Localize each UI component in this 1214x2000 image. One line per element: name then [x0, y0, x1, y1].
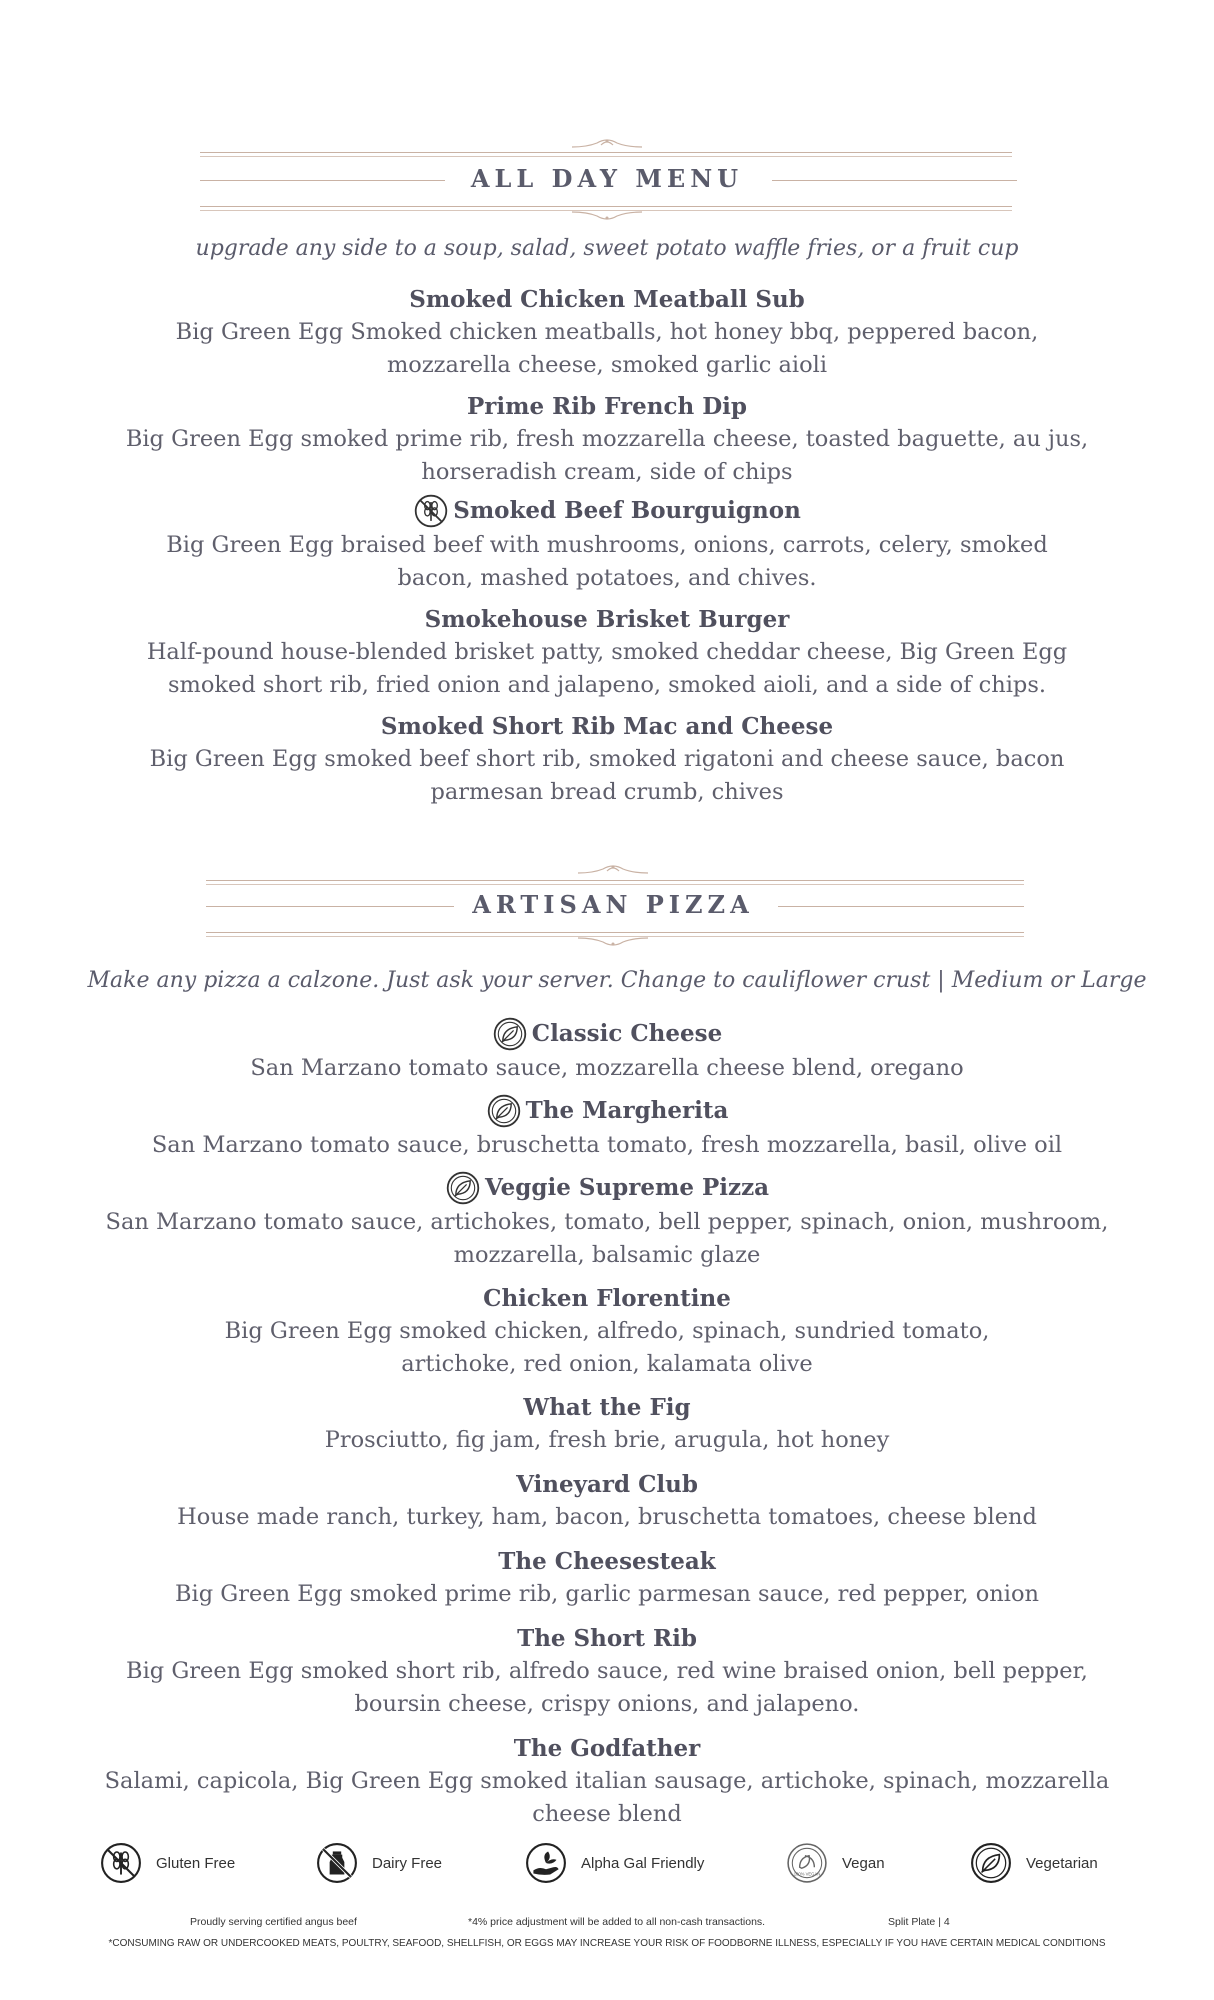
menu-item: [100, 493, 1114, 595]
legend-vegan: [786, 1842, 885, 1884]
item-name: Smoked Chicken Meatball Sub: [409, 286, 805, 313]
health-warning: *CONSUMING RAW OR UNDERCOOKED MEATS, POULTRY, SEAFOOD, SHELLFISH, OR EGGS MAY INCREASE YOUR RISK OF FOODBORNE ILLNESS, ESPECIALLY IF YOU HAVE CERTAIN MEDICAL CONDITIONS: [108, 1938, 1106, 1949]
top-line: [200, 152, 1012, 153]
item-description: Salami, capicola, Big Green Egg smoked italian sausage, artichoke, spinach, mozzarella: [104, 1768, 1110, 1794]
item-name: Classic Cheese: [531, 1020, 723, 1047]
item-description: Big Green Egg smoked prime rib, garlic parmesan sauce, red pepper, onion: [175, 1581, 1039, 1607]
angus-note: Proudly serving certified angus beef: [190, 1916, 357, 1928]
legend-label: Vegetarian: [1026, 1854, 1098, 1872]
item-name: The Short Rib: [517, 1625, 697, 1652]
item-description: Big Green Egg smoked beef short rib, smoked rigatoni and cheese sauce, bacon: [149, 746, 1065, 772]
item-description: Big Green Egg braised beef with mushrooms, onions, carrots, celery, smoked: [166, 532, 1048, 558]
item-description: San Marzano tomato sauce, bruschetta tomato, fresh mozzarella, basil, olive oil: [151, 1132, 1063, 1158]
item-name: Smokehouse Brisket Burger: [424, 606, 790, 633]
all-day-subtitle: upgrade any side to a soup, salad, sweet potato waffle fries, or a fruit cup: [195, 236, 1019, 261]
item-name: Vineyard Club: [516, 1471, 698, 1498]
item-description: Prosciutto, fig jam, fresh brie, arugula, hot honey: [324, 1427, 890, 1453]
menu-item: [100, 711, 1114, 809]
menu-item: [100, 1170, 1114, 1272]
section-title: ARTISAN PIZZA: [472, 890, 754, 919]
legend-label: Gluten Free: [156, 1854, 236, 1872]
legend-label: Alpha Gal Friendly: [581, 1854, 705, 1872]
legend-label: Dairy Free: [372, 1854, 443, 1872]
item-description: San Marzano tomato sauce, mozzarella cheese blend, oregano: [250, 1055, 964, 1081]
dairy-free-icon: [316, 1842, 358, 1884]
item-description: smoked short rib, fried onion and jalapeno, smoked aioli, and a side of chips.: [167, 672, 1047, 698]
item-name: The Godfather: [513, 1735, 701, 1762]
item-name: The Margherita: [525, 1097, 729, 1124]
legend-alpha-gal: [525, 1842, 704, 1884]
menu-item: [100, 1733, 1114, 1831]
all-day-header: [0, 130, 1214, 220]
menu-item: [100, 1469, 1114, 1534]
menu-item: [100, 1016, 1114, 1085]
menu-item: [100, 391, 1114, 489]
price-note: *4% price adjustment will be added to all non-cash transactions.: [468, 1916, 766, 1928]
vegan-icon: [786, 1842, 828, 1884]
section-title: ALL DAY MENU: [470, 164, 744, 193]
item-description: Half-pound house-blended brisket patty, smoked cheddar cheese, Big Green Egg: [146, 639, 1068, 665]
top-flourish-icon: [567, 135, 647, 153]
item-description: House made ranch, turkey, ham, bacon, bruschetta tomatoes, cheese blend: [177, 1504, 1037, 1530]
menu-item: [100, 284, 1114, 382]
item-name: Smoked Beef Bourguignon: [453, 497, 801, 524]
menu-item: [100, 1283, 1114, 1381]
item-name: Veggie Supreme Pizza: [484, 1174, 770, 1201]
item-description: artichoke, red onion, kalamata olive: [401, 1351, 813, 1377]
item-description: San Marzano tomato sauce, artichokes, tomato, bell pepper, spinach, onion, mushroom,: [105, 1209, 1109, 1235]
item-name: Smoked Short Rib Mac and Cheese: [380, 713, 834, 740]
menu-item: [100, 1546, 1114, 1611]
item-name: The Cheesesteak: [498, 1548, 716, 1575]
menu-item: [100, 604, 1114, 702]
item-description: Big Green Egg smoked chicken, alfredo, spinach, sundried tomato,: [224, 1318, 990, 1344]
item-description: Big Green Egg smoked short rib, alfredo sauce, red wine braised onion, bell pepper,: [126, 1658, 1088, 1684]
vegan-badge-text: 100% VEGAN: [793, 1871, 821, 1877]
item-name: What the Fig: [523, 1394, 691, 1421]
legend-label: Vegan: [842, 1854, 885, 1872]
item-description: mozzarella cheese, smoked garlic aioli: [386, 352, 828, 378]
top-line: [206, 880, 1024, 881]
alpha-gal-icon: [525, 1842, 567, 1884]
item-description: bacon, mashed potatoes, and chives.: [397, 565, 817, 591]
menu-item: [100, 1392, 1114, 1457]
dietary-legend: [0, 1842, 1214, 1892]
top-line-2: [200, 156, 1012, 157]
vegetarian-icon: [445, 1170, 481, 1206]
item-name: Chicken Florentine: [483, 1285, 731, 1312]
pizza-subtitle: Make any pizza a calzone. Just ask your server. Change to cauliflower crust | Medium or Large: [87, 968, 1147, 993]
top-line-2: [206, 884, 1024, 885]
item-description: boursin cheese, crispy onions, and jalapeno.: [354, 1691, 860, 1717]
legend-vegetarian: [970, 1842, 1098, 1884]
page-number: Split Plate | 4: [888, 1916, 950, 1928]
gluten-free-icon: [413, 493, 449, 529]
item-description: Big Green Egg Smoked chicken meatballs, hot honey bbq, peppered bacon,: [175, 319, 1039, 345]
menu-item: [100, 1093, 1114, 1162]
gluten-free-icon: [100, 1842, 142, 1884]
bottom-flourish-icon: [573, 932, 653, 950]
item-description: cheese blend: [532, 1801, 682, 1827]
pizza-header: [0, 858, 1214, 948]
vegetarian-icon: [486, 1093, 522, 1129]
bottom-flourish-icon: [567, 206, 647, 224]
top-flourish-icon: [573, 861, 653, 879]
item-description: mozzarella, balsamic glaze: [453, 1242, 761, 1268]
item-name: Prime Rib French Dip: [467, 393, 747, 420]
menu-item: [100, 1623, 1114, 1721]
item-description: Big Green Egg smoked prime rib, fresh mozzarella cheese, toasted baguette, au jus,: [125, 426, 1089, 452]
item-description: parmesan bread crumb, chives: [430, 779, 784, 805]
legend-gluten-free: [100, 1842, 235, 1884]
vegetarian-icon: [970, 1842, 1012, 1884]
item-description: horseradish cream, side of chips: [421, 459, 793, 485]
legend-dairy-free: [316, 1842, 442, 1884]
vegetarian-icon: [492, 1016, 528, 1052]
